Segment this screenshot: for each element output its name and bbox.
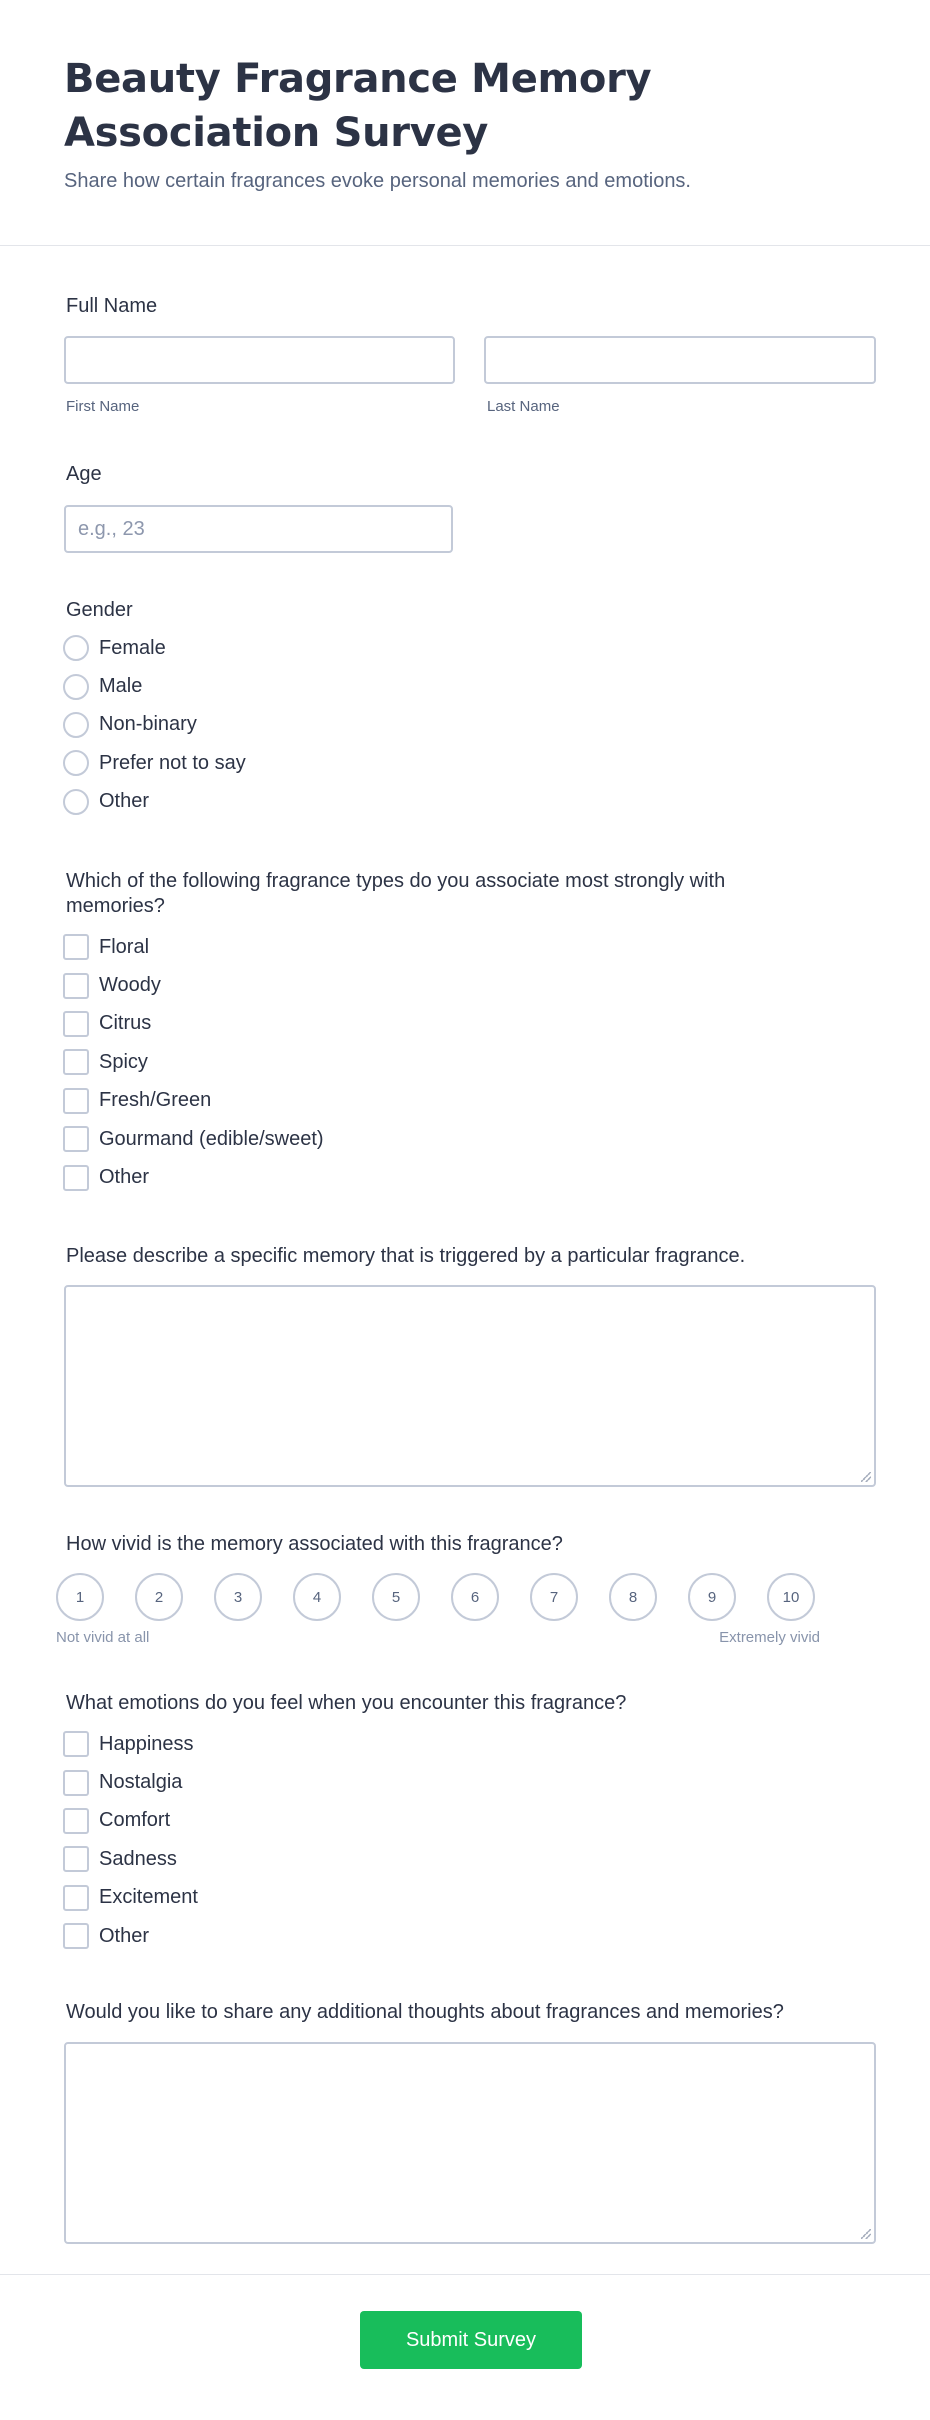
memory-textarea[interactable] bbox=[64, 1285, 876, 1487]
checkbox[interactable] bbox=[63, 1049, 89, 1075]
radio-button[interactable] bbox=[63, 789, 89, 815]
scale-option-10[interactable]: 10 bbox=[767, 1573, 815, 1621]
option-label: Non-binary bbox=[99, 713, 197, 736]
option-label: Sadness bbox=[99, 1847, 177, 1870]
option-label: Other bbox=[99, 790, 150, 813]
form-footer bbox=[0, 2274, 930, 2420]
checkbox[interactable] bbox=[63, 1165, 89, 1191]
checkbox[interactable] bbox=[63, 1808, 89, 1834]
first-name-input[interactable] bbox=[64, 336, 455, 384]
fragrance-option-woody[interactable] bbox=[63, 966, 324, 1004]
first-name-sublabel: First Name bbox=[66, 398, 140, 415]
checkbox[interactable] bbox=[63, 1846, 89, 1872]
checkbox[interactable] bbox=[63, 1088, 89, 1114]
gender-option-other[interactable] bbox=[63, 783, 246, 821]
emotion-option-comfort[interactable] bbox=[63, 1802, 198, 1840]
emotion-option-other[interactable] bbox=[63, 1917, 198, 1955]
checkbox[interactable] bbox=[63, 1011, 89, 1037]
option-label: Woody bbox=[99, 974, 161, 997]
fragrance-option-fresh-green[interactable] bbox=[63, 1082, 324, 1120]
fragrance-option-other[interactable] bbox=[63, 1158, 324, 1196]
option-label: Nostalgia bbox=[99, 1771, 183, 1794]
gender-option-male[interactable] bbox=[63, 667, 246, 705]
scale-option-4[interactable]: 4 bbox=[293, 1573, 341, 1621]
option-label: Comfort bbox=[99, 1809, 171, 1832]
option-label: Male bbox=[99, 675, 143, 698]
page-title: Beauty Fragrance Memory Association Survey bbox=[64, 56, 652, 156]
gender-option-female[interactable] bbox=[63, 629, 246, 667]
checkbox[interactable] bbox=[63, 1731, 89, 1757]
option-label: Excitement bbox=[99, 1886, 198, 1909]
fragrance-types-options bbox=[63, 928, 324, 1197]
scale-max-label: Extremely vivid bbox=[719, 1629, 820, 1646]
gender-label: Gender bbox=[66, 599, 133, 621]
option-label: Other bbox=[99, 1166, 150, 1189]
form-header bbox=[0, 0, 930, 246]
fragrance-option-citrus[interactable] bbox=[63, 1005, 324, 1043]
scale-option-1[interactable]: 1 bbox=[56, 1573, 104, 1621]
fragrance-option-gourmand[interactable] bbox=[63, 1120, 324, 1158]
scale-option-3[interactable]: 3 bbox=[214, 1573, 262, 1621]
option-label: Prefer not to say bbox=[99, 751, 246, 774]
gender-options bbox=[63, 629, 246, 821]
option-label: Female bbox=[99, 636, 166, 659]
emotions-options bbox=[63, 1725, 198, 1955]
scale-option-8[interactable]: 8 bbox=[609, 1573, 657, 1621]
last-name-sublabel: Last Name bbox=[487, 398, 560, 415]
full-name-question bbox=[66, 294, 878, 319]
gender-option-prefer-not[interactable] bbox=[63, 744, 246, 782]
fragrance-option-spicy[interactable] bbox=[63, 1043, 324, 1081]
emotion-option-happiness[interactable] bbox=[63, 1725, 198, 1763]
age-input[interactable] bbox=[64, 505, 453, 553]
checkbox[interactable] bbox=[63, 973, 89, 999]
memory-label: Please describe a specific memory that is triggered by a particular fragrance. bbox=[66, 1245, 746, 1267]
submit-survey-button[interactable]: Submit Survey bbox=[360, 2311, 582, 2369]
scale-option-5[interactable]: 5 bbox=[372, 1573, 420, 1621]
scale-end-labels bbox=[56, 1629, 820, 1646]
checkbox[interactable] bbox=[63, 1885, 89, 1911]
last-name-input[interactable] bbox=[484, 336, 876, 384]
resize-handle-icon[interactable] bbox=[861, 2229, 871, 2239]
fragrance-types-label: Which of the following fragrance types do you associate most strongly with memories? bbox=[66, 870, 726, 917]
emotion-option-nostalgia[interactable] bbox=[63, 1763, 198, 1801]
checkbox[interactable] bbox=[63, 1923, 89, 1949]
age-label: Age bbox=[66, 463, 102, 485]
radio-button[interactable] bbox=[63, 750, 89, 776]
option-label: Floral bbox=[99, 935, 150, 958]
checkbox[interactable] bbox=[63, 934, 89, 960]
option-label: Fresh/Green bbox=[99, 1089, 212, 1112]
option-label: Happiness bbox=[99, 1732, 194, 1755]
page-subtitle: Share how certain fragrances evoke personal memories and emotions. bbox=[64, 170, 691, 192]
additional-thoughts-textarea[interactable] bbox=[64, 2042, 876, 2244]
resize-handle-icon[interactable] bbox=[861, 1472, 871, 1482]
vividness-label: How vivid is the memory associated with this fragrance? bbox=[66, 1533, 563, 1555]
checkbox[interactable] bbox=[63, 1770, 89, 1796]
vividness-scale bbox=[56, 1573, 815, 1621]
option-label: Other bbox=[99, 1924, 150, 1947]
emotion-option-sadness[interactable] bbox=[63, 1840, 198, 1878]
scale-min-label: Not vivid at all bbox=[56, 1629, 150, 1646]
gender-option-non-binary[interactable] bbox=[63, 706, 246, 744]
option-label: Citrus bbox=[99, 1012, 152, 1035]
option-label: Gourmand (edible/sweet) bbox=[99, 1127, 324, 1150]
checkbox[interactable] bbox=[63, 1126, 89, 1152]
option-label: Spicy bbox=[99, 1050, 148, 1073]
radio-button[interactable] bbox=[63, 674, 89, 700]
radio-button[interactable] bbox=[63, 635, 89, 661]
radio-button[interactable] bbox=[63, 712, 89, 738]
scale-option-2[interactable]: 2 bbox=[135, 1573, 183, 1621]
scale-option-6[interactable]: 6 bbox=[451, 1573, 499, 1621]
scale-option-7[interactable]: 7 bbox=[530, 1573, 578, 1621]
scale-option-9[interactable]: 9 bbox=[688, 1573, 736, 1621]
full-name-label: Full Name bbox=[66, 295, 158, 317]
emotions-label: What emotions do you feel when you encounter this fragrance? bbox=[66, 1692, 627, 1714]
additional-thoughts-label: Would you like to share any additional thoughts about fragrances and memories? bbox=[66, 2001, 784, 2023]
fragrance-option-floral[interactable] bbox=[63, 928, 324, 966]
emotion-option-excitement[interactable] bbox=[63, 1879, 198, 1917]
